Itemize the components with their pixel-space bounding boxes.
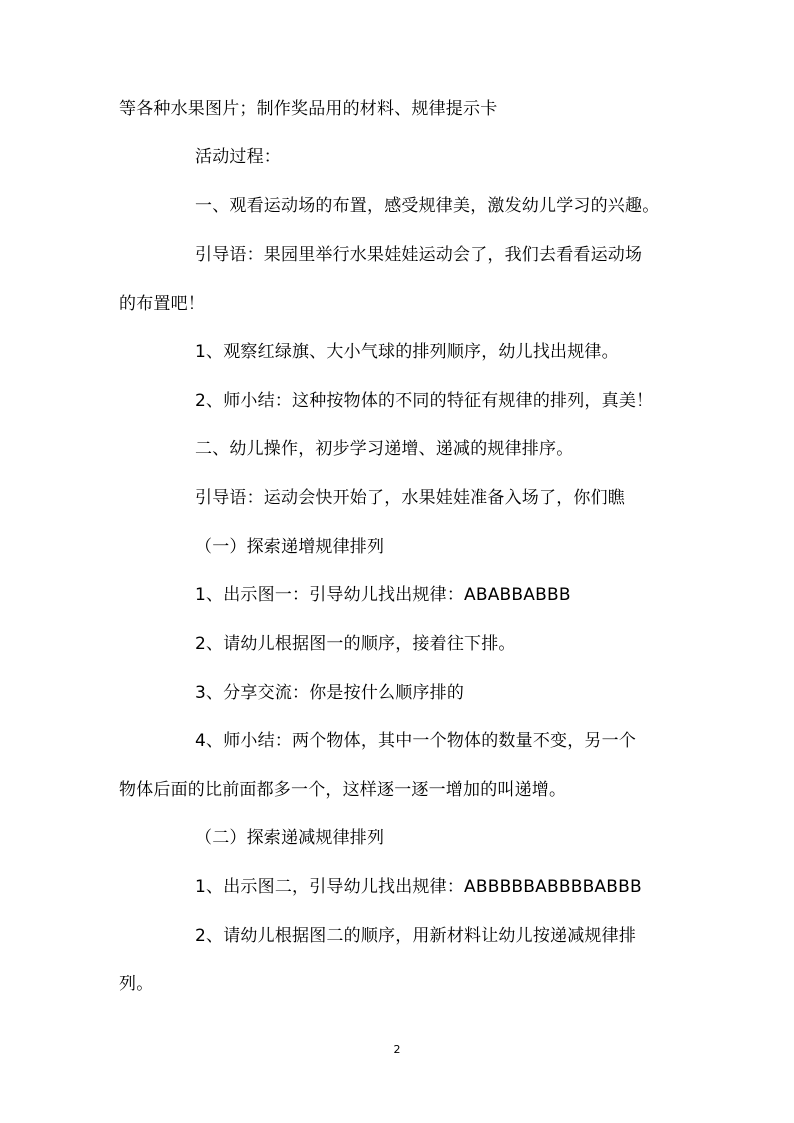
text-line: 引导语：果园里举行水果娃娃运动会了，我们去看看运动场	[195, 245, 643, 265]
text-line: 的布置吧！	[119, 294, 205, 314]
text-line: 等各种水果图片；制作奖品用的材料、规律提示卡	[119, 99, 498, 119]
text-line: 4、师小结：两个物体，其中一个物体的数量不变，另一个	[195, 731, 637, 751]
text-line: 3、分享交流：你是按什么顺序排的	[195, 683, 465, 703]
section-heading: 活动过程：	[195, 147, 281, 167]
text-line: 2、请幼儿根据图一的顺序，接着往下排。	[195, 634, 516, 654]
text-line: 一、观看运动场的布置，感受规律美，激发幼儿学习的兴趣。	[195, 196, 660, 216]
text-line: 1、出示图一：引导幼儿找出规律：ABABBABBB	[195, 585, 571, 605]
text-line: 2、请幼儿根据图二的顺序，用新材料让幼儿按递减规律排	[195, 926, 637, 946]
text-line: 1、观察红绿旗、大小气球的排列顺序，幼儿找出规律。	[195, 342, 619, 362]
text-line: 二、幼儿操作，初步学习递增、递减的规律排序。	[195, 439, 574, 459]
text-line: 2、师小结：这种按物体的不同的特征有规律的排列，真美！	[195, 391, 654, 411]
text-line: 1、出示图二，引导幼儿找出规律：ABBBBBABBBBABBB	[195, 877, 642, 897]
text-line: 列。	[119, 974, 154, 994]
text-line: 物体后面的比前面都多一个，这样逐一逐一增加的叫递增。	[119, 780, 567, 800]
subsection-heading: （二）探索递减规律排列	[195, 828, 385, 848]
text-line: 引导语：运动会快开始了，水果娃娃准备入场了，你们瞧	[195, 488, 625, 508]
page-number: 2	[393, 1043, 401, 1056]
subsection-heading: （一）探索递增规律排列	[195, 537, 385, 557]
